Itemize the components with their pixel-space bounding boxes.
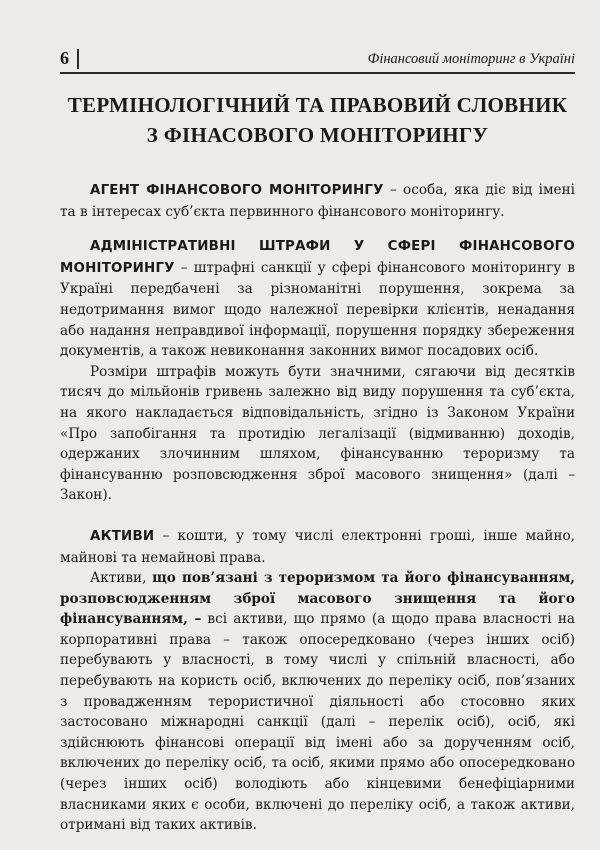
definition-fines: – штрафні санкції у сфері фінансового моніторингу в Україні передбачені за різноманітні порушення, зокрема за недотримання вимог щодо належної перевірки клієнтів, ненадання або надання неправдивої інформації, порушення порядку збереження документів, а також невиконання законних вимог посадових осіб.	[60, 259, 575, 360]
page-title-line-2: З ФІНАСОВОГО МОНІТОРИНГУ	[146, 123, 489, 147]
page-title-line-1: ТЕРМІНОЛОГІЧНИЙ ТА ПРАВОВИЙ СЛОВНИК	[67, 93, 568, 117]
running-title: Фінансовий моніторинг в Україні	[367, 51, 575, 67]
term-fines: АДМІНІСТРАТИВНІ ШТРАФИ У СФЕРІ ФІНАНСОВОГО МОНІТОРИНГУ	[60, 239, 575, 276]
page-number: 6	[60, 48, 79, 72]
definition-assets: – кошти, у тому числі електронні гроші, інше майно, майнові та немайнові права.	[60, 527, 575, 566]
entry-agent	[60, 180, 575, 222]
term-assets: АКТИВИ	[90, 528, 155, 544]
entry-assets	[60, 526, 575, 568]
entry-fines-paragraph-2: Розміри штрафів можуть бути значними, сягаючи від десятків тисяч до мільйонів гривень залежно від виду порушення та суб’єкта, на якого накладається відповідальність, згідно із Законом України «Про запобігання та протидію легалізації (відмиванню) доходів, одержаних злочинним шляхом, фінансуванню тероризму та фінансуванню розповсюдження зброї масового знищення» (далі – Закон).	[60, 363, 575, 504]
entry-assets-paragraph-2: Активи, що пов’язані з тероризмом та його фінансуванням, розповсюдженням зброї масового знищення та його фінансуванням, – всі активи, що прямо (а щодо права власності на корпоративні права – також опосередковано (через інших осіб) перебувають у власності, в тому числі у спільній власності, або перебувають на користь осіб, включених до переліку осіб, пов’язаних з провадженням терористичної діяльності або стосовно яких застосовано міжнародні санкції (далі – перелік осіб), осіб, які здійснюють фінансові операції від імені або за дорученням осіб, включених до переліку осіб, та осіб, якими прямо або опосередковано (через інших осіб) володіють або кінцевими бенефіціарними власниками яких є особи, включені до переліку осіб, а також активи, отримані від таких активів.	[60, 570, 575, 834]
page-header	[60, 42, 575, 74]
assets-terrorism-term: що пов’язані з тероризмом та його фінансуванням, розповсюдженням зброї масового знищення та його фінансуванням, –	[60, 570, 575, 628]
glossary-content	[60, 180, 575, 836]
entry-fines	[60, 236, 575, 362]
definition-agent: – особа, яка діє від імені та в інтересах суб’єкта первинного фінансового моніторингу.	[60, 182, 575, 220]
header-divider	[77, 49, 79, 69]
term-agent: АГЕНТ ФІНАНСОВОГО МОНІТОРИНГУ	[90, 183, 384, 198]
page-title	[60, 90, 575, 150]
